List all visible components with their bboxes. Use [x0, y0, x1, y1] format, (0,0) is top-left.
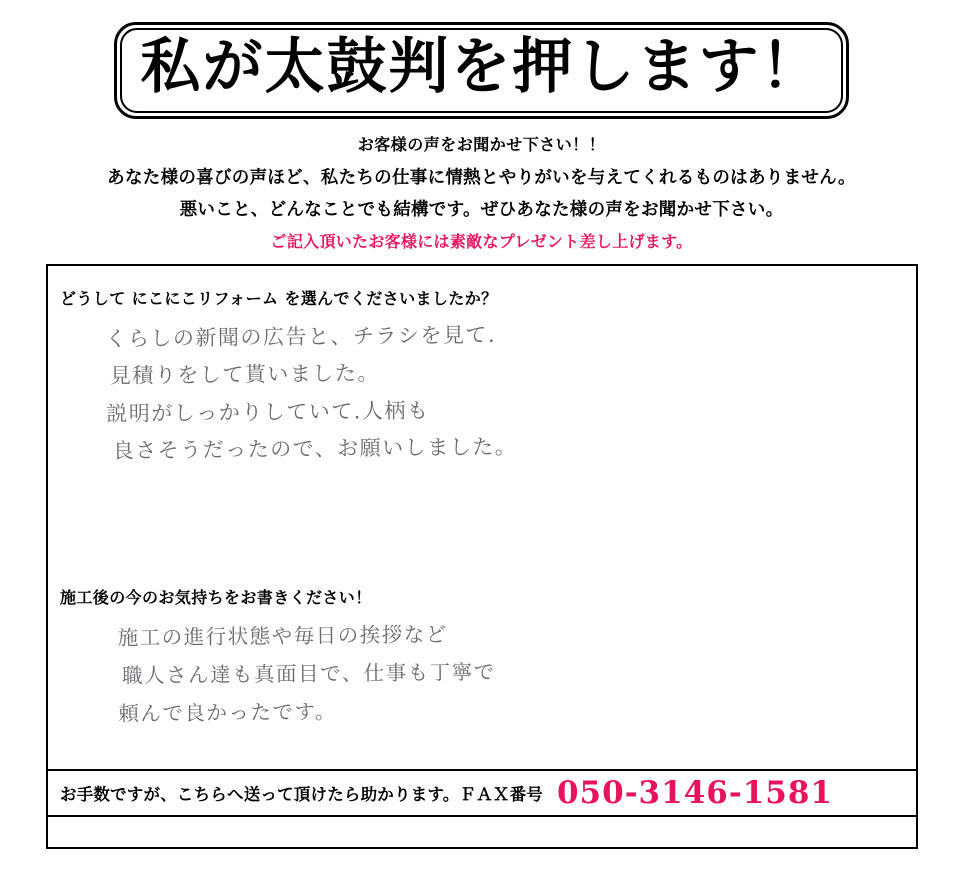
subtitle-line-3: 悪いこと、どんなことでも結構です。ぜひあなた様の声をお聞かせ下さい。: [179, 200, 784, 221]
question-2-label: 施工後の今のお気持ちをお書きください！: [60, 587, 372, 607]
answer-1-line: 見積りをして貰いました。: [109, 361, 380, 389]
question-1-label: どうして にこにこリフォーム を選んでくださいましたか？: [60, 289, 498, 308]
banner-frame: [114, 22, 849, 119]
fax-label: お手数ですが、こちらへ送って頂けたら助かります。ＦＡＸ番号: [60, 785, 543, 804]
answer-1-line: くらしの新聞の広告と、チラシを見て.: [105, 322, 497, 351]
questionnaire-form: [46, 264, 918, 849]
fax-number: 050-3146-1581: [556, 775, 833, 811]
subtitle-line-4-highlight: ご記入頂いたお客様には素敵なプレゼント差し上げます。: [270, 231, 693, 251]
page-title: 私が太鼓判を押します！: [140, 32, 823, 102]
answer-1-handwriting: [47, 304, 917, 471]
answer-1-line: 良さそうだったので、お願いしました。: [112, 434, 518, 463]
answer-2-handwriting: [47, 603, 916, 734]
form-bottom-strip: [48, 815, 916, 847]
subtitle-line-1: お客様の声をお聞かせ下さい！！: [357, 135, 606, 154]
answer-1-line: 説明がしっかりしていて.人柄も: [106, 398, 430, 426]
answer-2-line: 施工の進行状態や毎日の挨拶など: [117, 621, 448, 650]
answer-2-line: 職人さん達も真面目で、仕事も丁寧で: [121, 659, 496, 688]
answer-2-line: 頼んで良かったです。: [118, 698, 337, 726]
subtitle-line-2: あなた様の喜びの声ほど、私たちの仕事に情熱とやりがいを与えてくれるものはありません。: [107, 168, 856, 188]
form-spacer: [48, 467, 916, 585]
banner-inner-frame: [120, 28, 843, 113]
header: [0, 0, 963, 254]
fax-footer-row: [48, 769, 916, 815]
